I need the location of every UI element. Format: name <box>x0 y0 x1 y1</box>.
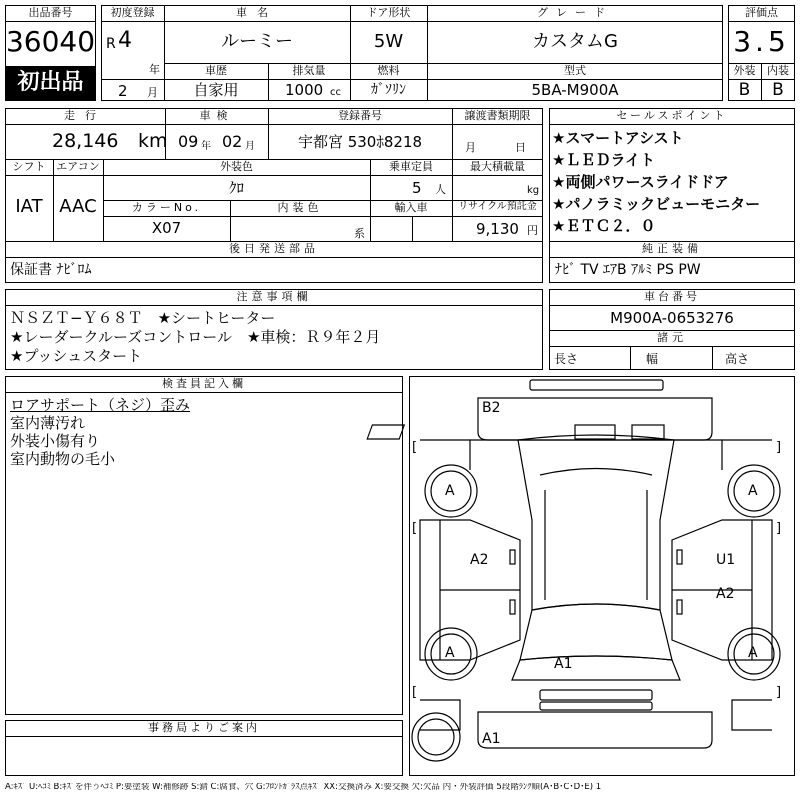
door-label: ドア形状 <box>366 6 411 19</box>
car-name: ルーミー <box>221 31 293 52</box>
inspector-note: 室内薄汚れ <box>10 414 86 432</box>
bracket-mark: [ <box>412 685 418 700</box>
inspector-note: ロアサポート（ネジ）歪み <box>10 396 191 414</box>
displacement: 1000 <box>285 81 324 99</box>
recycle-fee: 9,130 <box>476 220 519 238</box>
bracket-mark: ] <box>776 440 782 455</box>
month-unit: 月 <box>147 86 158 99</box>
door-type: 5W <box>373 31 404 52</box>
damage-mark: A <box>748 483 758 499</box>
damage-mark: U1 <box>716 552 736 568</box>
chassis-label: 車台番号 <box>644 290 700 303</box>
lot-number: 36040 <box>5 25 96 58</box>
first-listing-badge: 初出品 <box>6 66 95 100</box>
interior-grade: B <box>772 80 784 100</box>
inspection-year-unit: 年 <box>201 141 211 152</box>
shift-label: シフト <box>12 160 46 173</box>
score: 3.5 <box>733 25 790 58</box>
ac-label: エアコン <box>56 160 100 173</box>
damage-mark: A <box>445 483 455 499</box>
inspection-year: 09 <box>178 132 199 151</box>
yen-unit: 円 <box>527 224 538 237</box>
model-code: 5BA-M900A <box>531 81 619 99</box>
exterior-grade: B <box>738 80 751 100</box>
bracket-mark: [ <box>412 521 418 536</box>
fuel: ｶﾞｿﾘﾝ <box>371 82 406 98</box>
cc-unit: cc <box>330 87 341 98</box>
plate-label: 登録番号 <box>338 109 382 122</box>
damage-mark: A <box>748 645 758 661</box>
reg-year: 4 <box>118 28 132 53</box>
selling-points-label: セールスポイント <box>616 109 728 122</box>
air-conditioner: AAC <box>59 196 97 217</box>
note-line: ＮＳＺＴ−Ｙ６８Ｔ ★シートヒーター <box>10 309 276 327</box>
office-label: 事務局よりご案内 <box>148 721 260 734</box>
note-line: ★レーダークルーズコントロール ★車検：Ｒ９年２月 <box>10 328 381 346</box>
grade-label: グレード <box>537 6 613 19</box>
post-send-parts: 保証書 ﾅﾋﾞﾛﾑ <box>10 262 92 278</box>
legend: A:ｷｽﾞ U:ﾍｺﾐ B:ｷｽﾞを伴うﾍｺﾐ P:要塗装 W:補修跡 S:錆 C:腐食、穴 G:ﾌﾛﾝﾄｶﾞﾗｽ点ｷｽﾞ XX:交換済み X:要交換 欠:欠品 内・外装評価 5段階ﾗﾝｸ順(A･B･C･D･E) 1 <box>5 783 602 792</box>
exterior-color: ｸﾛ <box>228 179 244 197</box>
transfer-deadline-label: 譲渡書類期限 <box>464 109 531 122</box>
mileage: 28,146 <box>52 130 119 152</box>
kg-unit: kg <box>527 185 540 196</box>
width-label: 幅 <box>646 352 659 366</box>
inspection-month: 02 <box>222 132 243 151</box>
mileage-label: 走行 <box>64 109 106 122</box>
plate-number: 宇都宮 530ﾎ8218 <box>297 133 423 151</box>
color-number: X07 <box>151 219 182 237</box>
damage-mark: A2 <box>470 552 489 568</box>
damage-mark: A <box>445 645 455 661</box>
exterior-color-label: 外装色 <box>220 160 253 173</box>
reg-era: R <box>106 36 116 52</box>
displacement-label: 排気量 <box>292 64 326 77</box>
damage-mark: A1 <box>554 656 573 672</box>
inspector-note: 室内動物の毛小 <box>10 450 116 468</box>
transfer-month-unit: 月 <box>465 141 476 154</box>
equipment: ﾅﾋﾞ TV ｴｱB ｱﾙﾐ PS PW <box>555 262 701 278</box>
recycle-label: リサイクル預託金 <box>458 201 537 212</box>
height-label: 高さ <box>725 352 750 366</box>
equipment-label: 純正装備 <box>642 242 702 255</box>
selling-point: ★ＥＴＣ２．０ <box>552 217 656 235</box>
first-reg-label: 初度登録 <box>110 6 155 19</box>
notes-label: 注意事項欄 <box>236 290 312 303</box>
interior-label: 内装 <box>767 64 789 77</box>
selling-point: ★両側パワースライドドア <box>552 173 729 191</box>
damage-mark: A1 <box>482 731 501 747</box>
import-label: 輸入車 <box>394 201 428 214</box>
bracket-mark: ] <box>776 685 782 700</box>
history-label: 車歴 <box>205 64 227 77</box>
fuel-label: 燃料 <box>377 64 400 77</box>
lot-number-label: 出品番号 <box>28 6 73 19</box>
dimensions-label: 諸元 <box>657 331 687 344</box>
capacity: 5 <box>412 179 422 197</box>
post-send-label: 後日発送部品 <box>229 242 319 255</box>
capacity-label: 乗車定員 <box>389 160 433 173</box>
exterior-label: 外装 <box>733 64 756 77</box>
bracket-mark: [ <box>412 440 418 455</box>
km-unit: km <box>138 130 168 152</box>
inspector-label: 検査員記入欄 <box>162 377 246 390</box>
inspection-label: 車検 <box>199 109 234 122</box>
damage-mark: A2 <box>716 586 735 602</box>
history: 自家用 <box>193 81 239 99</box>
note-line: ★プッシュスタート <box>10 347 143 365</box>
damage-mark: B2 <box>482 400 501 416</box>
color-number-label: カラーNo. <box>131 201 202 214</box>
selling-point: ★スマートアシスト <box>552 129 684 147</box>
bracket-mark: ] <box>776 521 782 536</box>
shift: IAT <box>15 196 43 217</box>
chassis-number: M900A-0653276 <box>610 309 734 327</box>
length-label: 長さ <box>554 352 579 366</box>
inspector-note: 外装小傷有り <box>10 432 101 450</box>
selling-point: ★パノラミックビューモニター <box>552 195 761 213</box>
car-name-label: 車名 <box>236 6 278 19</box>
inspection-month-unit: 月 <box>245 141 255 152</box>
transfer-day-unit: 日 <box>515 141 526 154</box>
score-label: 評価点 <box>745 6 778 19</box>
person-unit: 人 <box>435 183 446 196</box>
grade: カスタムG <box>532 31 618 52</box>
reg-month: 2 <box>118 82 128 100</box>
selling-point: ★ＬＥＤライト <box>552 151 655 169</box>
model-label: 型式 <box>564 64 586 77</box>
interior-color-suffix: 系 <box>354 227 365 240</box>
interior-color-label: 内装色 <box>277 201 323 214</box>
year-unit: 年 <box>149 63 160 76</box>
max-load-label: 最大積載量 <box>470 160 525 173</box>
